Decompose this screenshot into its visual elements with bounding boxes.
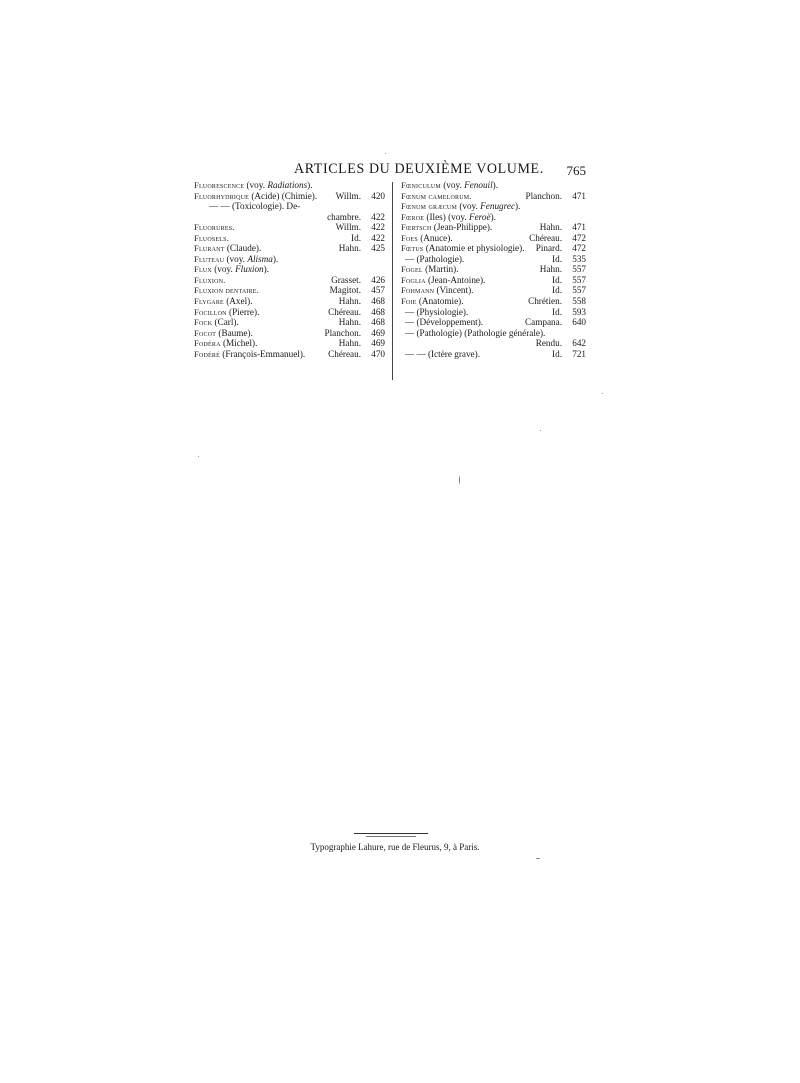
right-column [401, 180, 586, 359]
entry-headword: Fluteau [194, 253, 225, 264]
entry-page-number: 471 [572, 190, 586, 201]
entry-page-number: 420 [371, 190, 385, 201]
index-entry [401, 222, 586, 233]
entry-crossref: Fenugrec [480, 201, 516, 212]
entry-qualifier: (Anatomie). [416, 296, 464, 307]
entry-text [401, 233, 453, 244]
entry-text [194, 191, 317, 202]
entry-page-number: 457 [371, 285, 385, 296]
entry-text [401, 243, 525, 254]
entry-headword: Focillon [194, 306, 227, 317]
entry-text [194, 243, 261, 254]
footer-rule-thin [366, 836, 416, 837]
entry-author: Id. [351, 232, 361, 243]
index-entry [194, 243, 385, 254]
entry-text [194, 307, 259, 318]
entry-author: Hahn. [539, 222, 562, 233]
index-entry [401, 307, 586, 318]
entry-page-number: 558 [572, 296, 586, 307]
index-entry [401, 296, 586, 307]
index-entry [194, 212, 385, 223]
entry-page-number: 469 [371, 338, 385, 349]
entry-qualifier: (voy. [440, 180, 465, 190]
entry-page-number: 426 [371, 274, 385, 285]
index-entry [194, 264, 385, 275]
entry-author: Planchon. [525, 190, 562, 201]
entry-qualifier: — — (Toxicologie). De- [209, 201, 301, 212]
entry-crossref: Fenouil [464, 180, 493, 190]
entry-page-number: 721 [572, 348, 586, 359]
entry-author: Campana. [525, 317, 562, 328]
entry-headword: Fœroe [401, 211, 425, 222]
entry-headword: Foes [401, 232, 418, 243]
entry-author: Id. [552, 253, 562, 264]
entry-qualifier: (Anuce). [417, 232, 453, 243]
entry-qualifier: (Jean-Philippe). [431, 222, 493, 233]
entry-text [401, 222, 492, 233]
paper-speck [602, 393, 603, 394]
entry-qualifier: — (Développement). [405, 317, 484, 328]
entry-page-number: 593 [572, 306, 586, 317]
entry-text [194, 349, 305, 360]
entry-author: Willm. [335, 190, 361, 201]
entry-headword: Foglia [401, 274, 426, 285]
entry-text [405, 254, 464, 265]
entry-page-number: 471 [572, 222, 586, 233]
entry-headword: Fodéré [194, 348, 220, 359]
entry-author: Id. [552, 348, 562, 359]
index-entry [194, 317, 385, 328]
entry-page-number: 472 [572, 243, 586, 254]
entry-author: Grasset. [331, 274, 361, 285]
index-entry [401, 285, 586, 296]
entry-text [194, 222, 235, 233]
entry-qualifier: (Iles) (voy. [424, 211, 469, 222]
index-entry [194, 222, 385, 233]
entry-crossref: Alisma [247, 253, 273, 264]
index-entry [401, 349, 586, 360]
entry-qualifier: (Anatomie et physiologie). [423, 243, 525, 254]
entry-text [401, 180, 498, 191]
index-entry [401, 243, 586, 254]
entry-headword: Flurant [194, 243, 225, 254]
entry-qualifier: (voy. [244, 180, 268, 190]
entry-qualifier: (Axel). [223, 296, 253, 307]
entry-text [194, 180, 313, 191]
index-entry [401, 264, 586, 275]
entry-qualifier: (Vincent). [434, 285, 474, 296]
entry-text [209, 201, 300, 212]
entry-qualifier: (voy. [224, 253, 248, 264]
entry-crossref: Feroë [468, 211, 491, 222]
entry-text [194, 275, 226, 286]
entry-qualifier: (François-Emmanuel). [219, 348, 306, 359]
entry-page-number: 557 [572, 285, 586, 296]
entry-qualifier: — — (Ictère grave). [405, 348, 480, 359]
entry-headword: Fluorescence [194, 180, 245, 190]
printer-imprint: Typographie Lahure, rue de Fleurus, 9, à Paris. [310, 842, 480, 852]
entry-author: Planchon. [324, 327, 361, 338]
page-title: ARTICLES DU DEUXIÈME VOLUME. [294, 161, 544, 178]
entry-page-number: 468 [371, 317, 385, 328]
entry-author: Hahn. [338, 243, 361, 254]
index-entry [401, 212, 586, 223]
index-entry [194, 307, 385, 318]
index-entry [194, 349, 385, 360]
index-entry [194, 180, 385, 191]
index-entry [401, 338, 586, 349]
index-entry [194, 285, 385, 296]
entry-page-number: 557 [572, 264, 586, 275]
column-divider [392, 182, 393, 380]
entry-page-number: 422 [371, 222, 385, 233]
entry-page-number: 642 [572, 338, 586, 349]
entry-headword: Flygare [194, 296, 224, 307]
entry-punct: ). [515, 201, 521, 212]
entry-author: Pinard. [535, 243, 562, 254]
index-entry [194, 328, 385, 339]
paper-speck [540, 430, 541, 431]
entry-author: Chéreau. [328, 348, 361, 359]
index-entry [401, 275, 586, 286]
entry-headword: Fluorhydrique [194, 190, 250, 201]
entry-page-number: 470 [371, 348, 385, 359]
entry-page-number: 469 [371, 327, 385, 338]
entry-punct: ). [307, 180, 313, 190]
entry-headword: Fock [194, 317, 213, 328]
index-entry [194, 254, 385, 265]
index-entry [194, 233, 385, 244]
entry-headword: Fodéra [194, 338, 221, 349]
entry-page-number: 535 [572, 253, 586, 264]
entry-text [405, 307, 468, 318]
entry-qualifier: — (Pathologie). [405, 253, 465, 264]
entry-author: Hahn. [338, 317, 361, 328]
entry-page-number: 422 [371, 232, 385, 243]
entry-qualifier: — (Physiologie). [405, 306, 469, 317]
entry-page-number: 557 [572, 274, 586, 285]
entry-text [194, 317, 239, 328]
index-columns [194, 180, 586, 380]
paper-speck [459, 476, 460, 484]
entry-page-number: 425 [371, 243, 385, 254]
index-entry [194, 296, 385, 307]
paper-speck [198, 456, 199, 457]
entry-text [194, 338, 257, 349]
index-entry [401, 180, 586, 191]
entry-author: Chéreau. [529, 232, 562, 243]
entry-headword: Fluxion. [194, 274, 226, 285]
entry-page-number: 640 [572, 317, 586, 328]
entry-page-number: 468 [371, 306, 385, 317]
index-entry [401, 254, 586, 265]
entry-qualifier: (Martin). [422, 264, 459, 275]
index-entry [194, 191, 385, 202]
entry-qualifier: (Claude). [224, 243, 262, 254]
entry-qualifier: (Michel). [220, 338, 258, 349]
entry-punct: ). [492, 180, 498, 190]
entry-text [194, 233, 229, 244]
entry-text [401, 201, 520, 212]
entry-headword: Fogel [401, 264, 423, 275]
entry-text [405, 328, 545, 339]
entry-qualifier: — (Pathologie) (Pathologie générale). [405, 327, 546, 338]
entry-headword: Foie [401, 296, 417, 307]
index-entry [194, 338, 385, 349]
entry-headword: Fœrtsch [401, 222, 432, 233]
entry-text [194, 296, 253, 307]
index-entry [401, 201, 586, 212]
entry-author: chambre. [327, 211, 361, 222]
entry-text [194, 328, 253, 339]
entry-crossref: Radiations [267, 180, 308, 190]
entry-qualifier: (voy. [211, 264, 236, 275]
entry-qualifier: (Pierre). [226, 306, 260, 317]
entry-text [401, 212, 496, 223]
left-column [194, 180, 385, 359]
entry-author: Hahn. [338, 338, 361, 349]
entry-author: Id. [552, 274, 562, 285]
index-entry [194, 201, 385, 212]
entry-text [405, 317, 483, 328]
entry-author: Magitot. [329, 285, 361, 296]
entry-headword: Fluxion dentaire. [194, 285, 259, 296]
index-entry [401, 233, 586, 244]
entry-punct: ). [272, 253, 279, 264]
index-entry [401, 328, 586, 339]
entry-punct: ). [490, 211, 496, 222]
entry-qualifier: (voy. [457, 201, 481, 212]
entry-qualifier: (Jean-Antoine). [425, 274, 486, 285]
entry-qualifier: (Baume). [216, 327, 253, 338]
entry-text [401, 285, 473, 296]
entry-page-number: 422 [371, 211, 385, 222]
paper-speck [385, 153, 386, 154]
entry-headword: Fohmann [401, 285, 435, 296]
entry-text [401, 264, 459, 275]
entry-author: Chéreau. [328, 306, 361, 317]
entry-author: Id. [552, 306, 562, 317]
entry-headword: Fluorures. [194, 222, 235, 233]
entry-text [401, 275, 485, 286]
entry-headword: Fluosels. [194, 232, 230, 243]
entry-headword: Fœniculum [401, 180, 441, 190]
entry-text [194, 285, 259, 296]
entry-qualifier: (Carl). [212, 317, 239, 328]
entry-author: Hahn. [338, 296, 361, 307]
entry-author: Rendu. [535, 338, 562, 349]
entry-qualifier: (Acide) (Chimie). [249, 190, 318, 201]
entry-author: Hahn. [539, 264, 562, 275]
entry-headword: Fœnum græcum [401, 201, 458, 212]
page-number: 765 [566, 163, 586, 178]
entry-punct: ). [263, 264, 269, 275]
entry-page-number: 468 [371, 296, 385, 307]
entry-headword: Flux [194, 264, 212, 275]
entry-text [194, 254, 278, 265]
entry-crossref: Fluxion [235, 264, 264, 275]
running-header [194, 160, 586, 180]
entry-author: Id. [552, 285, 562, 296]
index-entry [401, 317, 586, 328]
footer-rule [354, 833, 428, 834]
entry-headword: Fœtus [401, 243, 424, 254]
entry-author: Willm. [335, 222, 361, 233]
index-entry [194, 275, 385, 286]
entry-text [401, 191, 472, 202]
entry-headword: Fœnum camelorum. [401, 190, 472, 201]
entry-page-number: 472 [572, 232, 586, 243]
entry-author: Chrétien. [528, 296, 562, 307]
entry-text [194, 264, 269, 275]
entry-text [401, 296, 464, 307]
paper-speck [536, 858, 540, 859]
entry-text [405, 349, 480, 360]
entry-headword: Focot [194, 327, 217, 338]
index-entry [401, 191, 586, 202]
